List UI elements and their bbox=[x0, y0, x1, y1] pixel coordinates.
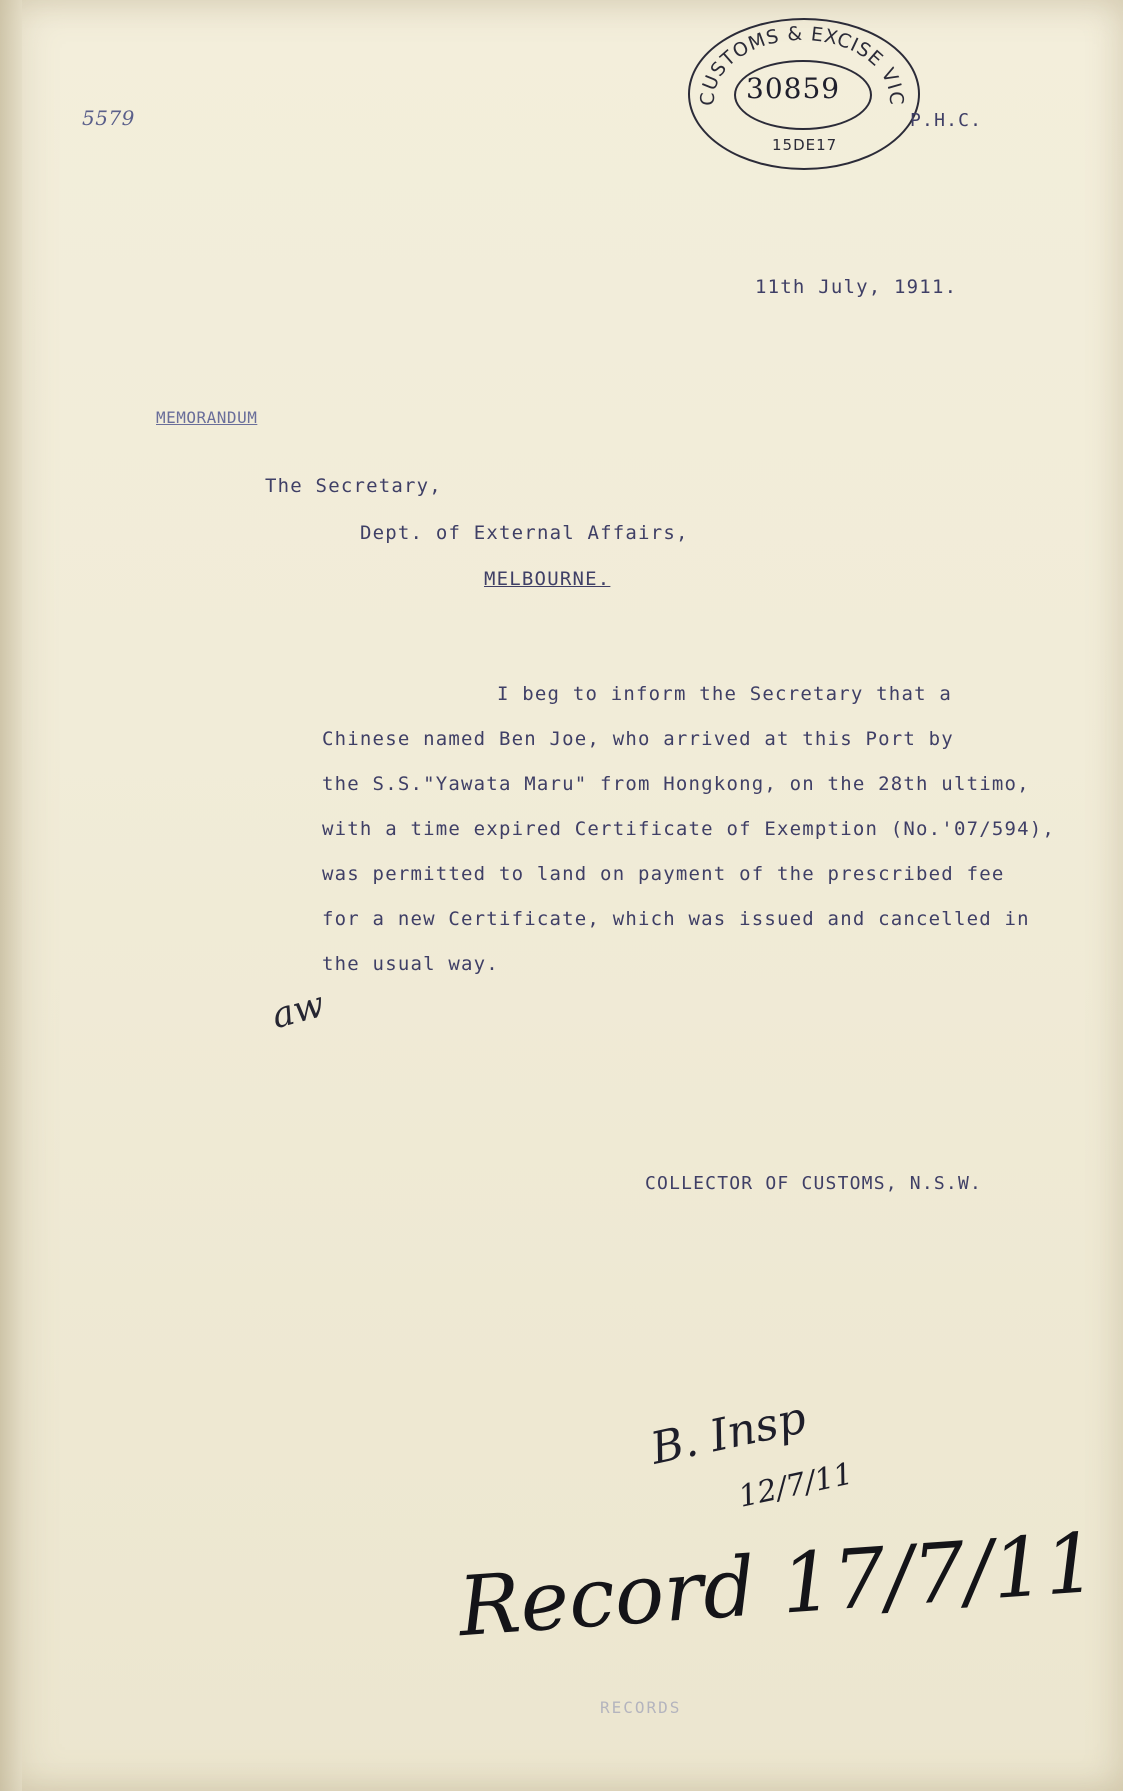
stamp-ring-label: CUSTOMS & EXCISE VIC bbox=[696, 22, 908, 107]
recipient-department: Dept. of External Affairs, bbox=[360, 522, 689, 544]
body-line: for a new Certificate, which was issued and cancelled in bbox=[322, 908, 1030, 930]
office-code: P.H.C. bbox=[910, 110, 983, 131]
body-line: the usual way. bbox=[322, 953, 499, 975]
handwritten-initials: aw bbox=[267, 983, 329, 1038]
letter-date: 11th July, 1911. bbox=[755, 276, 958, 298]
memo-heading: MEMORANDUM bbox=[156, 408, 258, 427]
memo-body bbox=[322, 672, 1122, 987]
handwritten-record-note: Record 17/7/11 bbox=[455, 1515, 1100, 1656]
body-line: was permitted to land on payment of the prescribed fee bbox=[322, 863, 1005, 885]
handwritten-inspector-note: B. Insp bbox=[646, 1392, 811, 1475]
records-stamp: RECORDS bbox=[600, 1698, 682, 1717]
body-line: the S.S."Yawata Maru" from Hongkong, on the 28th ultimo, bbox=[322, 773, 1030, 795]
stamp-number: 30859 bbox=[746, 72, 841, 105]
body-line: Chinese named Ben Joe, who arrived at this Port by bbox=[322, 728, 954, 750]
page-edge bbox=[0, 0, 22, 1791]
reference-number: 5579 bbox=[82, 106, 135, 130]
handwritten-inspector-date: 12/7/11 bbox=[735, 1456, 857, 1515]
signature-title: COLLECTOR OF CUSTOMS, N.S.W. bbox=[645, 1173, 983, 1194]
stamp-date: 15DE17 bbox=[772, 136, 838, 154]
recipient-title: The Secretary, bbox=[265, 475, 442, 497]
body-line: with a time expired Certificate of Exemption (No.'07/594), bbox=[322, 818, 1056, 840]
body-line: I beg to inform the Secretary that a bbox=[497, 683, 953, 705]
recipient-city: MELBOURNE. bbox=[484, 568, 611, 590]
